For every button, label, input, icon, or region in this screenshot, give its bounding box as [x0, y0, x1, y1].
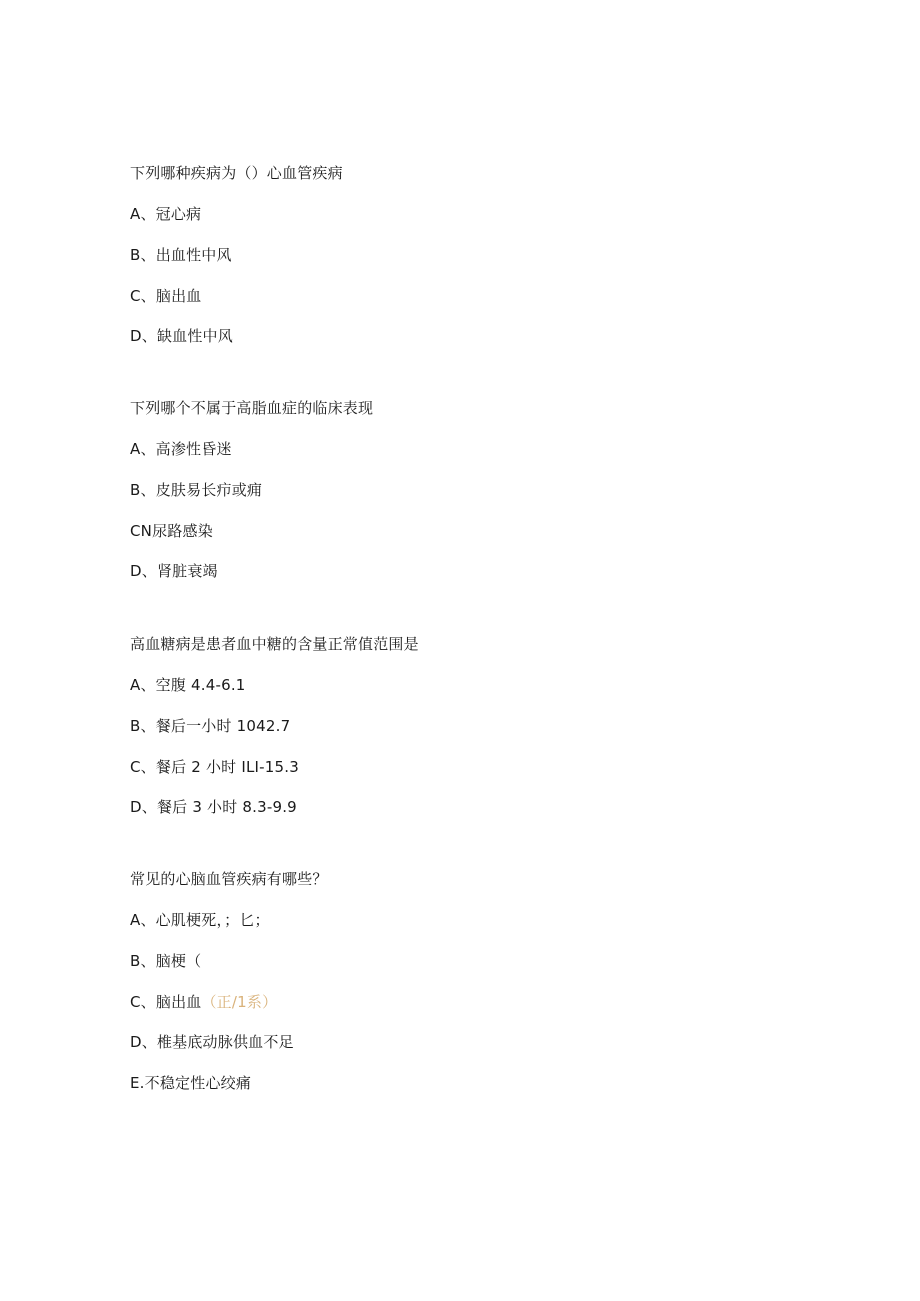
- question-text: 常见的心脑血管疾病有哪些？: [130, 870, 328, 888]
- option-a: A、空腹 4.4-6.1: [130, 676, 246, 694]
- option-c-text: C、脑出血: [130, 992, 202, 1011]
- option-b: B、皮肤易长疖或痈: [130, 480, 263, 499]
- question-text: 下列哪种疾病为（）心血管疾病: [130, 164, 343, 182]
- option-c: C、脑出血: [130, 286, 202, 305]
- option-a: A、冠心病: [130, 205, 202, 223]
- option-d: D、肾脏衰竭: [130, 562, 218, 581]
- option-c: C、餐后 2 小时 ILI-15.3: [130, 757, 299, 776]
- option-c: CN尿路感染: [130, 521, 213, 540]
- option-b: B、餐后一小时 1042.7: [130, 716, 291, 735]
- option-a: A、高渗性昏迷: [130, 440, 232, 458]
- question-text: 高血糖病是患者血中糖的含量正常值范围是: [130, 635, 419, 653]
- question-1: [130, 163, 830, 347]
- question-3: [130, 634, 830, 818]
- option-c-note: （正/1系）: [201, 992, 278, 1011]
- question-text: 下列哪个不属于高脂血症的临床表现: [130, 399, 374, 417]
- option-d: D、餐后 3 小时 8.3-9.9: [130, 798, 297, 817]
- question-4: [130, 869, 830, 1094]
- question-2: [130, 398, 830, 582]
- option-d: D、椎基底动脉供血不足: [130, 1033, 294, 1052]
- option-e: E.不稳定性心绞痛: [130, 1074, 252, 1093]
- option-c: [130, 992, 830, 1013]
- option-a: A、心肌梗死，；匕；: [130, 911, 270, 929]
- option-b: B、脑梗（: [130, 951, 202, 970]
- option-d: D、缺血性中风: [130, 327, 233, 346]
- option-b: B、出血性中风: [130, 245, 232, 264]
